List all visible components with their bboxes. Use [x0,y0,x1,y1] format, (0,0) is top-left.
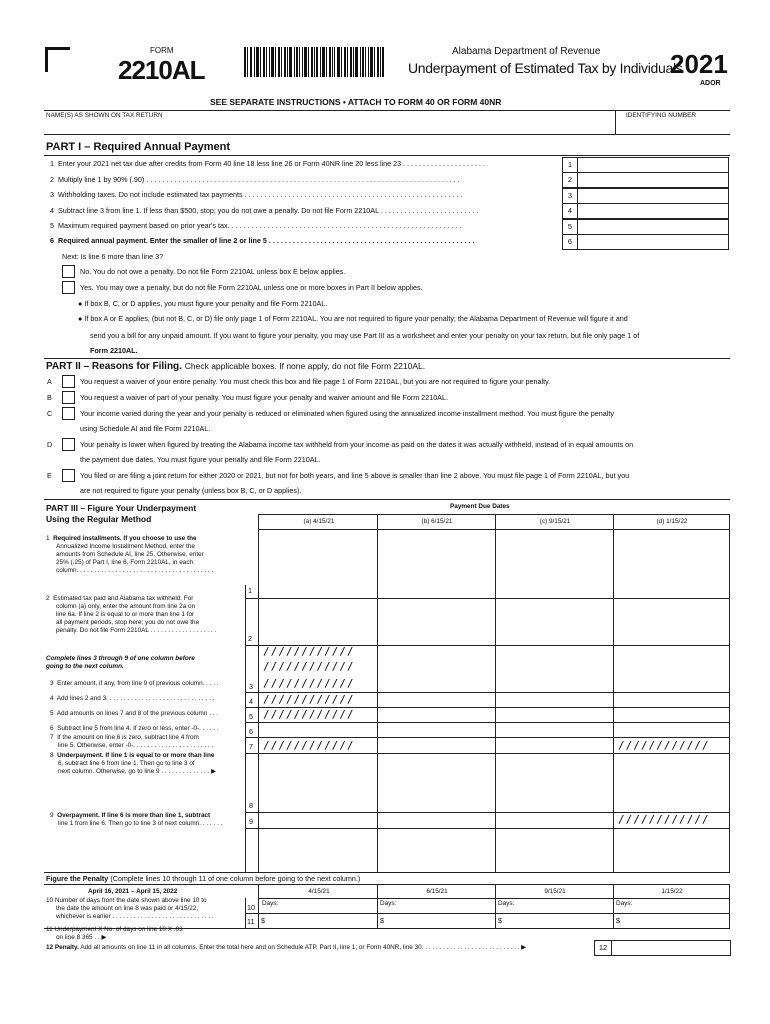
line-box-2: 2 [562,172,578,188]
barcode [244,47,384,77]
box-c-checkbox[interactable] [62,407,75,420]
pen-date-a: 4/15/21 [308,888,330,895]
hatch-a-5: //////////// [263,708,355,721]
line-box-5: 5 [562,219,578,235]
no-label: No. You do not owe a penalty. Do not file Form 2210AL unless box E below applies. [80,267,346,276]
bullet-1: ● If box B, C, or D applies, you must figure your penalty and file Form 2210AL. [78,299,328,308]
p3-num-7: 7 [249,742,253,751]
p3-num-5: 5 [249,712,253,721]
box-e-checkbox[interactable] [62,469,75,482]
penalty-title: Figure the Penalty (Complete lines 10 through 11 of one column before going to the next column.) [46,874,361,883]
p3-num-4: 4 [249,697,253,706]
days-b[interactable]: Days: [380,900,397,907]
line12-input[interactable] [611,940,731,956]
p3-line5-desc: 5 Add amounts on lines 7 and 8 of the previous column . . . [50,710,219,717]
hatch-a-top2: //////////// [263,660,355,673]
part1-line-1: 1 Enter your 2021 net tax due after credits from Form 40 line 18 less line 26 or Form 40NR line 20 less line 23 . . . . . . . . . . . . . . . . . . . . . [50,159,486,168]
p3-num-10: 10 [247,903,255,912]
p3-num-3: 3 [249,682,253,691]
line-box-4: 4 [562,203,578,219]
dollar-a[interactable]: $ [261,916,265,925]
p3-num-8: 8 [249,801,253,810]
part1-line1-input[interactable] [577,157,729,173]
line-box-1: 1 [562,157,578,173]
part1-line-5: 5 Maximum required payment based on prior year's tax. . . . . . . . . . . . . . . . . . . . . . . . . . . . . . . . . . . . . . . . . . . . . . . . . . . . . . . . . . . [50,221,462,230]
dollar-d[interactable]: $ [616,916,620,925]
hatch-a-4: //////////// [263,693,355,706]
part1-line-6: 6 Required annual payment. Enter the smaller of line 2 or line 5 . . . . . . . . . . . . . . . . . . . . . . . . . . . . . . . . . . . . . . . . . . . . . . . . . . . . [50,236,475,245]
complete-note: Complete lines 3 through 9 of one column before going to the next column. [46,655,195,670]
bullet-2: ● If box A or E applies, (but not B, C, or D) file only page 1 of Form 2210AL. You are not required to figure your penalty; the Alabama Department of Revenue will figure it and [78,314,628,323]
box-b-checkbox[interactable] [62,391,75,404]
days-c[interactable]: Days: [498,900,515,907]
p3-num-6: 6 [249,727,253,736]
part1-line-3: 3 Withholding taxes. Do not include estimated tax payments . . . . . . . . . . . . . . . . . . . . . . . . . . . . . . . . . . . . . . . . . . . . . . . . . . . . . . . [50,190,463,199]
part1-line2-input[interactable] [577,172,729,188]
p3-line2-desc: 2 Estimated tax paid and Alabama tax withheld. For column (a) only, enter the amount from line 2a on line 6a. If line 2 is equal to or more than line 1 for all payment periods, stop here; you do not owe the penalty. Do not file Form 2210AL . . . . . . . . . . . . . . . . . . . [46,595,217,634]
part1-line3-input[interactable] [577,188,729,204]
bullet-2-cont: send you a bill for any unpaid amount. If you want to figure your penalty, you may use Part III as a worksheet and enter your penalty on your tax return, but file only page 1 of [90,331,640,340]
p3-num-2: 2 [248,634,252,643]
part1-line-2: 2 Multiply line 1 by 90% (.90) . . . . . . . . . . . . . . . . . . . . . . . . . . . . . . . . . . . . . . . . . . . . . . . . . . . . . . . . . . . . . . . . . . . . . . . . . . . . . . . [50,175,460,184]
p3-line3-desc: 3 Enter amount, if any, from line 9 of previous column. . . . . [50,680,219,687]
name-label: NAME(S) AS SHOWN ON TAX RETURN [46,112,163,119]
hatch-d-9: //////////// [618,813,710,826]
p3-cell-input[interactable] [614,530,728,597]
pen-date-c: 9/15/21 [544,888,566,895]
hatch-d-7: //////////// [618,739,710,752]
line12-box: 12 [594,940,612,956]
ador-label: ADOR [700,80,721,87]
part1-line5-input[interactable] [577,219,729,235]
form-title: Underpayment of Estimated Tax by Individuals [408,60,683,76]
p3-cell-input[interactable] [496,530,612,597]
dollar-c[interactable]: $ [498,916,502,925]
name-field[interactable] [46,121,612,134]
hatch-a-top: //////////// [263,645,355,658]
col-b-header: (b) 6/15/21 [421,518,453,525]
part1-title: PART I – Required Annual Payment [46,141,230,153]
hatch-a-3: //////////// [263,677,355,690]
part1-line4-input[interactable] [577,203,729,219]
next-question: Next: Is line 6 more than line 3? [62,252,164,261]
p3-line10-desc: 10 Number of days from the date shown above line 10 to the date the amount on line 8 was paid or 4/15/22, whichever is earlier . . . . . . . . . . . . . . . . . . . . . . . . . . . . . [46,897,214,920]
hatch-a-7: //////////// [263,739,355,752]
p3-line1-desc: 1 Required installments. If you choose to use the Annualized Income Installment Method, enter the amounts from Schedule AI, line 25. Otherwise, enter 25% (.25) of Part I, line 6, Form 2210AL, in each column. . . . . . . . . . . . . . . . . . . . . . . . . . . . . . . . . . . . . . . [46,535,214,574]
p3-line11-desc: 11 Underpayment X No. of days on line 10 X .03 on line 8 365 . . ▶ [46,926,183,941]
yes-checkbox[interactable] [62,281,75,294]
yes-label: Yes. You may owe a penalty, but do not file Form 2210AL unless one or more boxes in Part II below applies. [80,283,423,292]
period-label: April 16, 2021 – April 15, 2022 [88,888,178,895]
col-a-header: (a) 4/15/21 [303,518,335,525]
due-dates-title: Payment Due Dates [450,503,510,510]
days-a[interactable]: Days: [262,900,279,907]
no-checkbox[interactable] [62,265,75,278]
agency-name: Alabama Department of Revenue [452,46,601,57]
p3-line6-desc: 6 Subtract line 5 from line 4. If zero or less, enter -0-. . . . . . [50,725,219,732]
part3-title: PART III – Figure Your Underpayment Using the Regular Method [46,503,197,524]
col-d-header: (d) 1/15/22 [656,518,688,525]
line12-desc: 12 Penalty. Add all amounts on line 11 in all columns. Enter the total here and on Schedule ATP, Part II, line 1; or Form 40NR, line 30. . . . . . . . . . . . . . . . . . . . . . . . . . . . ▶ [46,944,527,951]
p3-line4-desc: 4 Add lines 2 and 3. . . . . . . . . . . . . . . . . . . . . . . . . . . . . . . [50,695,215,702]
p3-cell-input[interactable] [378,530,494,597]
pen-date-b: 6/15/21 [426,888,448,895]
box-d-checkbox[interactable] [62,438,75,451]
p3-cell-input[interactable] [259,530,376,597]
form-number: 2210AL [118,55,205,85]
instructions-line: SEE SEPARATE INSTRUCTIONS • ATTACH TO FORM 40 OR FORM 40NR [210,97,502,107]
p3-num-1: 1 [248,586,252,595]
line-box-3: 3 [562,188,578,204]
part2-title: PART II – Reasons for Filing. Check applicable boxes. If none apply, do not file Form 2210AL. [46,361,426,372]
dollar-b[interactable]: $ [380,916,384,925]
p3-num-11: 11 [247,917,255,926]
p3-line9-desc: 9 Overpayment. If line 6 is more than line 1, subtract line 1 from line 6. Then go to line 3 of next column. . . . . . . [50,812,223,827]
id-label: IDENTIFYING NUMBER [626,112,696,119]
col-c-header: (c) 9/15/21 [539,518,571,525]
line-box-6: 6 [562,234,578,250]
days-d[interactable]: Days: [616,900,633,907]
tax-year: 2021 [670,49,728,79]
part1-line-4: 4 Subtract line 3 from line 1. If less than $500, stop; you do not owe a penalty. Do not file Form 2210AL . . . . . . . . . . . . . . . . . . . . . . . . . [50,206,479,215]
p3-line7-desc: 7 If the amount on line 6 is zero, subtract line 4 from line 5. Otherwise, enter -0-. . . . . . . . . . . . . . . . . . . . . . . [50,734,214,749]
box-a-checkbox[interactable] [62,375,75,388]
p3-num-9: 9 [249,817,253,826]
bullet-2-end: Form 2210AL. [90,346,138,355]
corner-mark [45,47,70,72]
form-word: FORM [150,46,174,55]
pen-date-d: 1/15/22 [661,888,683,895]
id-field[interactable] [618,121,728,134]
p3-line8-desc: 8 Underpayment. If line 1 is equal to or more than line 6, subtract line 6 from line 1. Then go to line 3 of next column. Otherwise, go to line 9 . . . . . . . . . . . . . . ▶ [50,752,216,775]
part1-line6-input[interactable] [577,234,729,250]
